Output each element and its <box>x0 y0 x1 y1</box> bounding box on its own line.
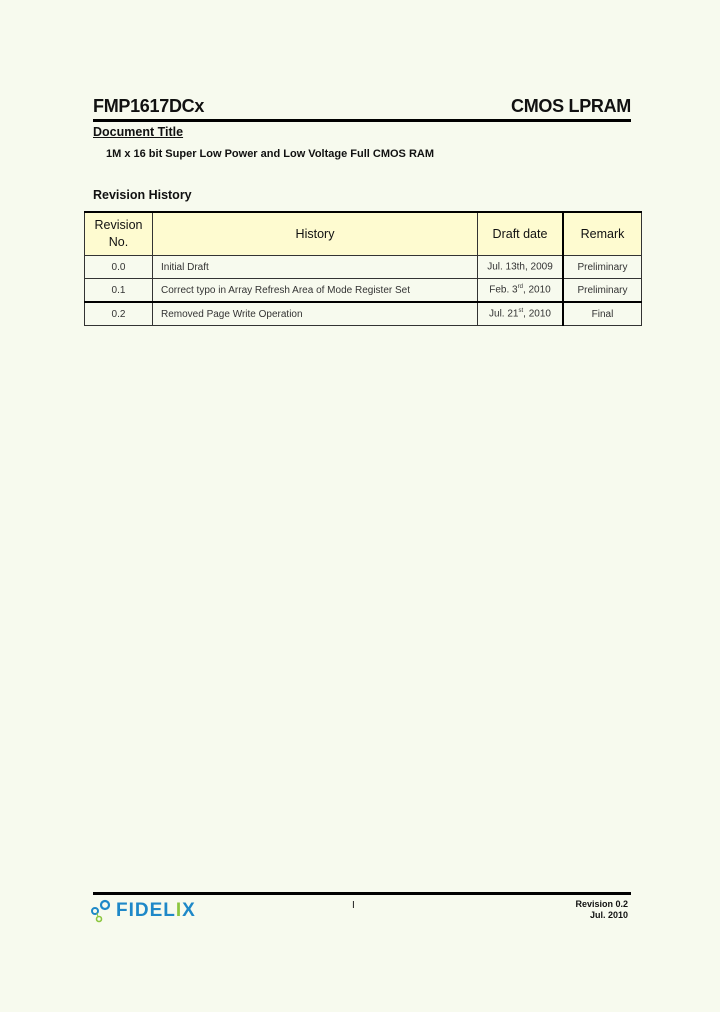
logo-text: FIDELIX <box>116 900 196 921</box>
table-header-row <box>85 212 642 256</box>
document-title-heading: Document Title <box>93 125 184 139</box>
history-cell: Removed Page Write Operation <box>153 302 478 326</box>
part-number: FMP1617DCx <box>93 96 205 116</box>
remark-cell: Final <box>563 302 642 326</box>
table-row <box>85 256 642 279</box>
page-header <box>93 96 631 122</box>
revision-cell: 0.2 <box>85 302 153 326</box>
footer-revision: Revision 0.2 <box>575 899 628 909</box>
product-type: CMOS LPRAM <box>511 96 631 116</box>
draft-date-cell: Jul. 21st, 2010 <box>478 302 564 326</box>
table-row <box>85 302 642 326</box>
fidelix-logo <box>90 899 196 923</box>
footer-revision-info <box>575 899 628 921</box>
history-cell: Correct typo in Array Refresh Area of Mode Register Set <box>153 279 478 303</box>
revision-history-heading: Revision History <box>93 188 192 202</box>
draft-date-cell: Feb. 3rd, 2010 <box>478 279 564 303</box>
document-title-text: 1M x 16 bit Super Low Power and Low Voltage Full CMOS RAM <box>106 148 434 160</box>
column-header-revision: Revision No. <box>85 212 153 256</box>
footer-date: Jul. 2010 <box>589 910 628 920</box>
column-header-history: History <box>153 212 478 256</box>
table-row <box>85 279 642 303</box>
revision-cell: 0.0 <box>85 256 153 279</box>
footer-divider <box>93 892 631 895</box>
revision-history-table <box>84 211 642 326</box>
column-header-draft-date: Draft date <box>478 212 564 256</box>
revision-cell: 0.1 <box>85 279 153 303</box>
history-cell: Initial Draft <box>153 256 478 279</box>
page-number: I <box>352 900 355 911</box>
column-header-remark: Remark <box>563 212 642 256</box>
draft-date-cell: Jul. 13th, 2009 <box>478 256 564 279</box>
molecule-icon <box>90 899 112 923</box>
remark-cell: Preliminary <box>563 279 642 303</box>
remark-cell: Preliminary <box>563 256 642 279</box>
